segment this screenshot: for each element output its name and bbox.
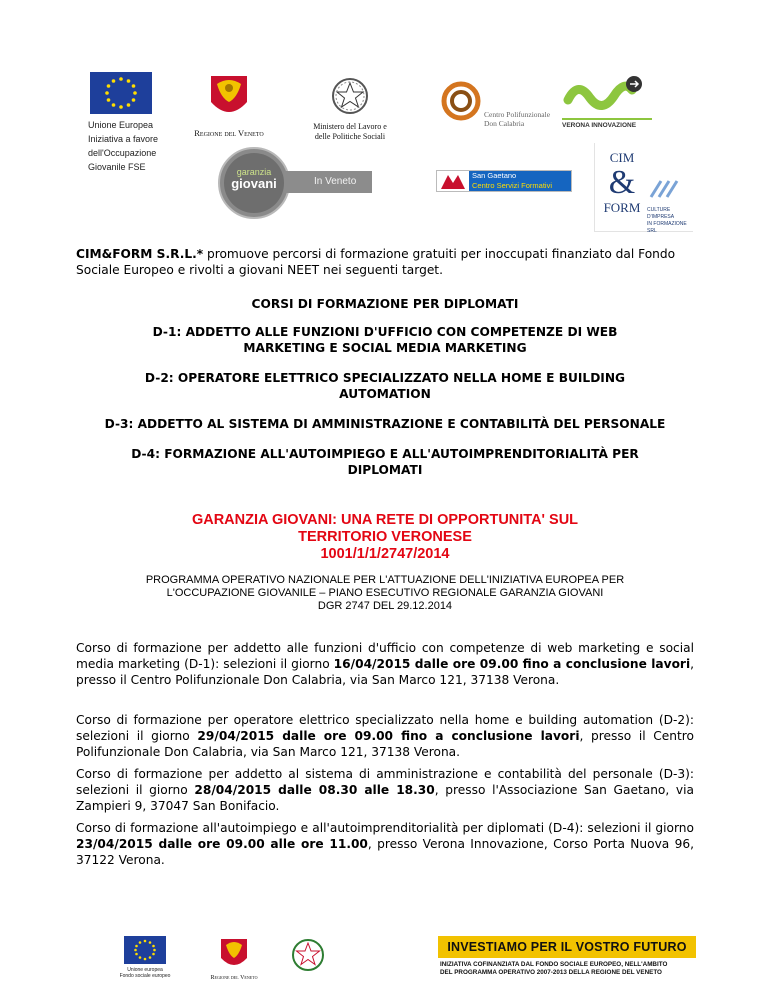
p2-text-a: Corso di formazione per operatore elettrico specializzato nella home e building automation (D-2): selezioni il giorno [76,713,694,743]
cimform-form: FORM [603,200,641,215]
eu-flag-icon [90,72,152,114]
logo-garanzia-giovani [218,147,372,219]
paragraph-d4 [76,820,694,868]
footer-banner-text: INVESTIAMO PER IL VOSTRO FUTURO [447,940,687,954]
heading-d2-text: D-2: OPERATORE ELETTRICO SPECIALIZZATO NELLA HOME E BUILDING AUTOMATION [144,371,626,401]
ministero-label-2: delle Politiche Sociali [314,132,386,141]
in-veneto-label: In Veneto [314,176,357,187]
p2-text-c: , presso il Centro Polifunzionale Don Calabria, via San Marco 121, 37138 Verona. [76,729,694,759]
ministero-label-1: Ministero del Lavoro e [313,122,387,131]
p2-text-b: 29/04/2015 dalle ore 09.00 fino a conclusione lavori [197,729,580,743]
footer-sub-line1: INIZIATIVA COFINANZIATA DAL FONDO SOCIALE EUROPEO, NELL'AMBITO [440,961,668,968]
footer-sub-line2: DEL PROGRAMMA OPERATIVO 2007-2013 DELLA REGIONE DEL VENETO [440,969,662,976]
logo-cimform [594,143,693,232]
in-veneto-bar [284,171,372,193]
don-calabria-mark-icon [440,80,482,122]
eu-label-4: Giovanile FSE [88,162,146,172]
project-title-line1: GARANZIA GIOVANI: UNA RETE DI OPPORTUNITA' SUL [191,512,579,528]
heading-d4 [110,446,660,478]
p1-text-b: 16/04/2015 dalle ore 09.00 fino a conclusione lavori [333,657,691,671]
program-line3: DGR 2747 DEL 29.12.2014 [317,600,453,612]
project-title-line2: TERRITORIO VERONESE [298,529,472,545]
cimform-tag-1: CULTURE D'IMPRESA [647,207,675,220]
giovani-label: giovani [231,176,277,191]
project-title [76,512,694,563]
main-heading [76,296,694,312]
logo-ministero [300,76,400,146]
eu-label-1: Unione Europea [88,120,154,130]
p3-text-b: 28/04/2015 dalle 08.30 alle 18.30 [194,783,435,797]
heading-d3 [70,416,700,432]
p3-text-a: Corso di formazione per addetto al sistema di amministrazione e contabilità del personale (D-3): selezioni il giorno [76,767,694,797]
italian-emblem-icon [331,76,369,116]
verona-innovazione-mark-icon [562,72,648,116]
eu-label-2: Iniziativa a favore [88,134,159,144]
p4-text-c: , presso Verona Innovazione, Corso Porta Nuova 96, 37122 Verona. [76,837,694,867]
heading-d2 [120,370,650,402]
footer-banner [438,936,696,982]
footer-veneto-label: Regione del Veneto [210,975,258,981]
footer-lion-icon [218,936,250,972]
garanzia-circle [224,153,284,213]
cimform-stripes-icon [647,177,683,199]
heading-d1 [110,324,660,356]
intro-text: promuove percorsi di formazione gratuiti per inoccupati finanziato dal Fondo Sociale Europeo e rivolti a giovani NEET nei seguenti target. [76,247,676,277]
cimform-tag-2: IN FORMAZIONE SRL [647,221,687,234]
heading-d1-text: D-1: ADDETTO ALLE FUNZIONI D'UFFICIO CON COMPETENZE DI WEB MARKETING E SOCIAL MEDIA MARKETING [152,325,618,355]
paragraph-d2 [76,712,694,760]
logo-don-calabria [436,74,556,140]
intro-paragraph [76,246,694,278]
paragraph-d3 [76,766,694,814]
footer-italian-emblem-icon [290,936,326,974]
cimform-cim: CIM [609,150,635,165]
p3-text-c: , presso l'Associazione San Gaetano, via Zampieri 9, 37047 San Bonifacio. [76,783,694,813]
san-gaetano-mark-icon [438,171,468,191]
logo-verona-innovazione [562,72,652,134]
footer-eu-flag-icon [124,936,166,964]
p1-text-c: , presso il Centro Polifunzionale Don Calabria, via San Marco 121, 37138 Verona. [76,657,694,687]
logo-veneto [186,72,272,142]
p4-text-a: Corso di formazione all'autoimpiego e all'autoimprenditorialità per diplomati (D-4): selezioni il giorno [76,821,694,835]
intro-company: CIM&FORM S.R.L.* [76,247,204,261]
veneto-label: Regione del Veneto [194,128,264,138]
p1-text-a: Corso di formazione per addetto alle funzioni d'ufficio con competenze di web marketing e social media marketing (D-1): selezioni il giorno [76,641,694,671]
paragraph-d1 [76,640,694,688]
lion-of-saint-mark-icon [207,72,251,122]
don-calabria-label-2: Don Calabria [484,119,525,128]
logo-eu [88,72,178,172]
heading-d3-text: D-3: ADDETTO AL SISTEMA DI AMMINISTRAZIONE E CONTABILITÀ DEL PERSONALE [104,417,666,431]
footer-eu-label-2: Fondo sociale europeo [119,973,171,979]
cimform-amp: & [608,164,636,201]
eu-label-3: dell'Occupazione [88,148,157,158]
footer-banner-title [438,936,696,958]
don-calabria-label-1: Centro Polifunzionale [484,110,551,119]
program-block [76,574,694,613]
san-gaetano-label-2: Centro Servizi Formativi [472,181,553,190]
verona-innovazione-label: VERONA INNOVAZIONE [562,118,652,129]
logo-san-gaetano [436,170,572,192]
footer-logo-veneto [204,936,264,986]
san-gaetano-label-1: San Gaetano [472,171,517,180]
project-code: 1001/1/1/2747/2014 [320,546,450,562]
footer-eu-label-1: Unione europea [127,967,163,973]
footer-logo-eu [118,936,172,984]
program-line1: PROGRAMMA OPERATIVO NAZIONALE PER L'ATTUAZIONE DELL'INIZIATIVA EUROPEA PER [145,574,625,586]
main-heading-text: CORSI DI FORMAZIONE PER DIPLOMATI [251,297,519,311]
garanzia-label: garanzia [236,167,272,177]
p4-text-b: 23/04/2015 dalle ore 09.00 alle ore 11.00 [76,837,368,851]
program-line2: L'OCCUPAZIONE GIOVANILE – PIANO ESECUTIVO REGIONALE GARANZIA GIOVANI [166,587,604,599]
heading-d4-text: D-4: FORMAZIONE ALL'AUTOIMPIEGO E ALL'AUTOIMPRENDITORIALITÀ PER DIPLOMATI [131,447,639,477]
